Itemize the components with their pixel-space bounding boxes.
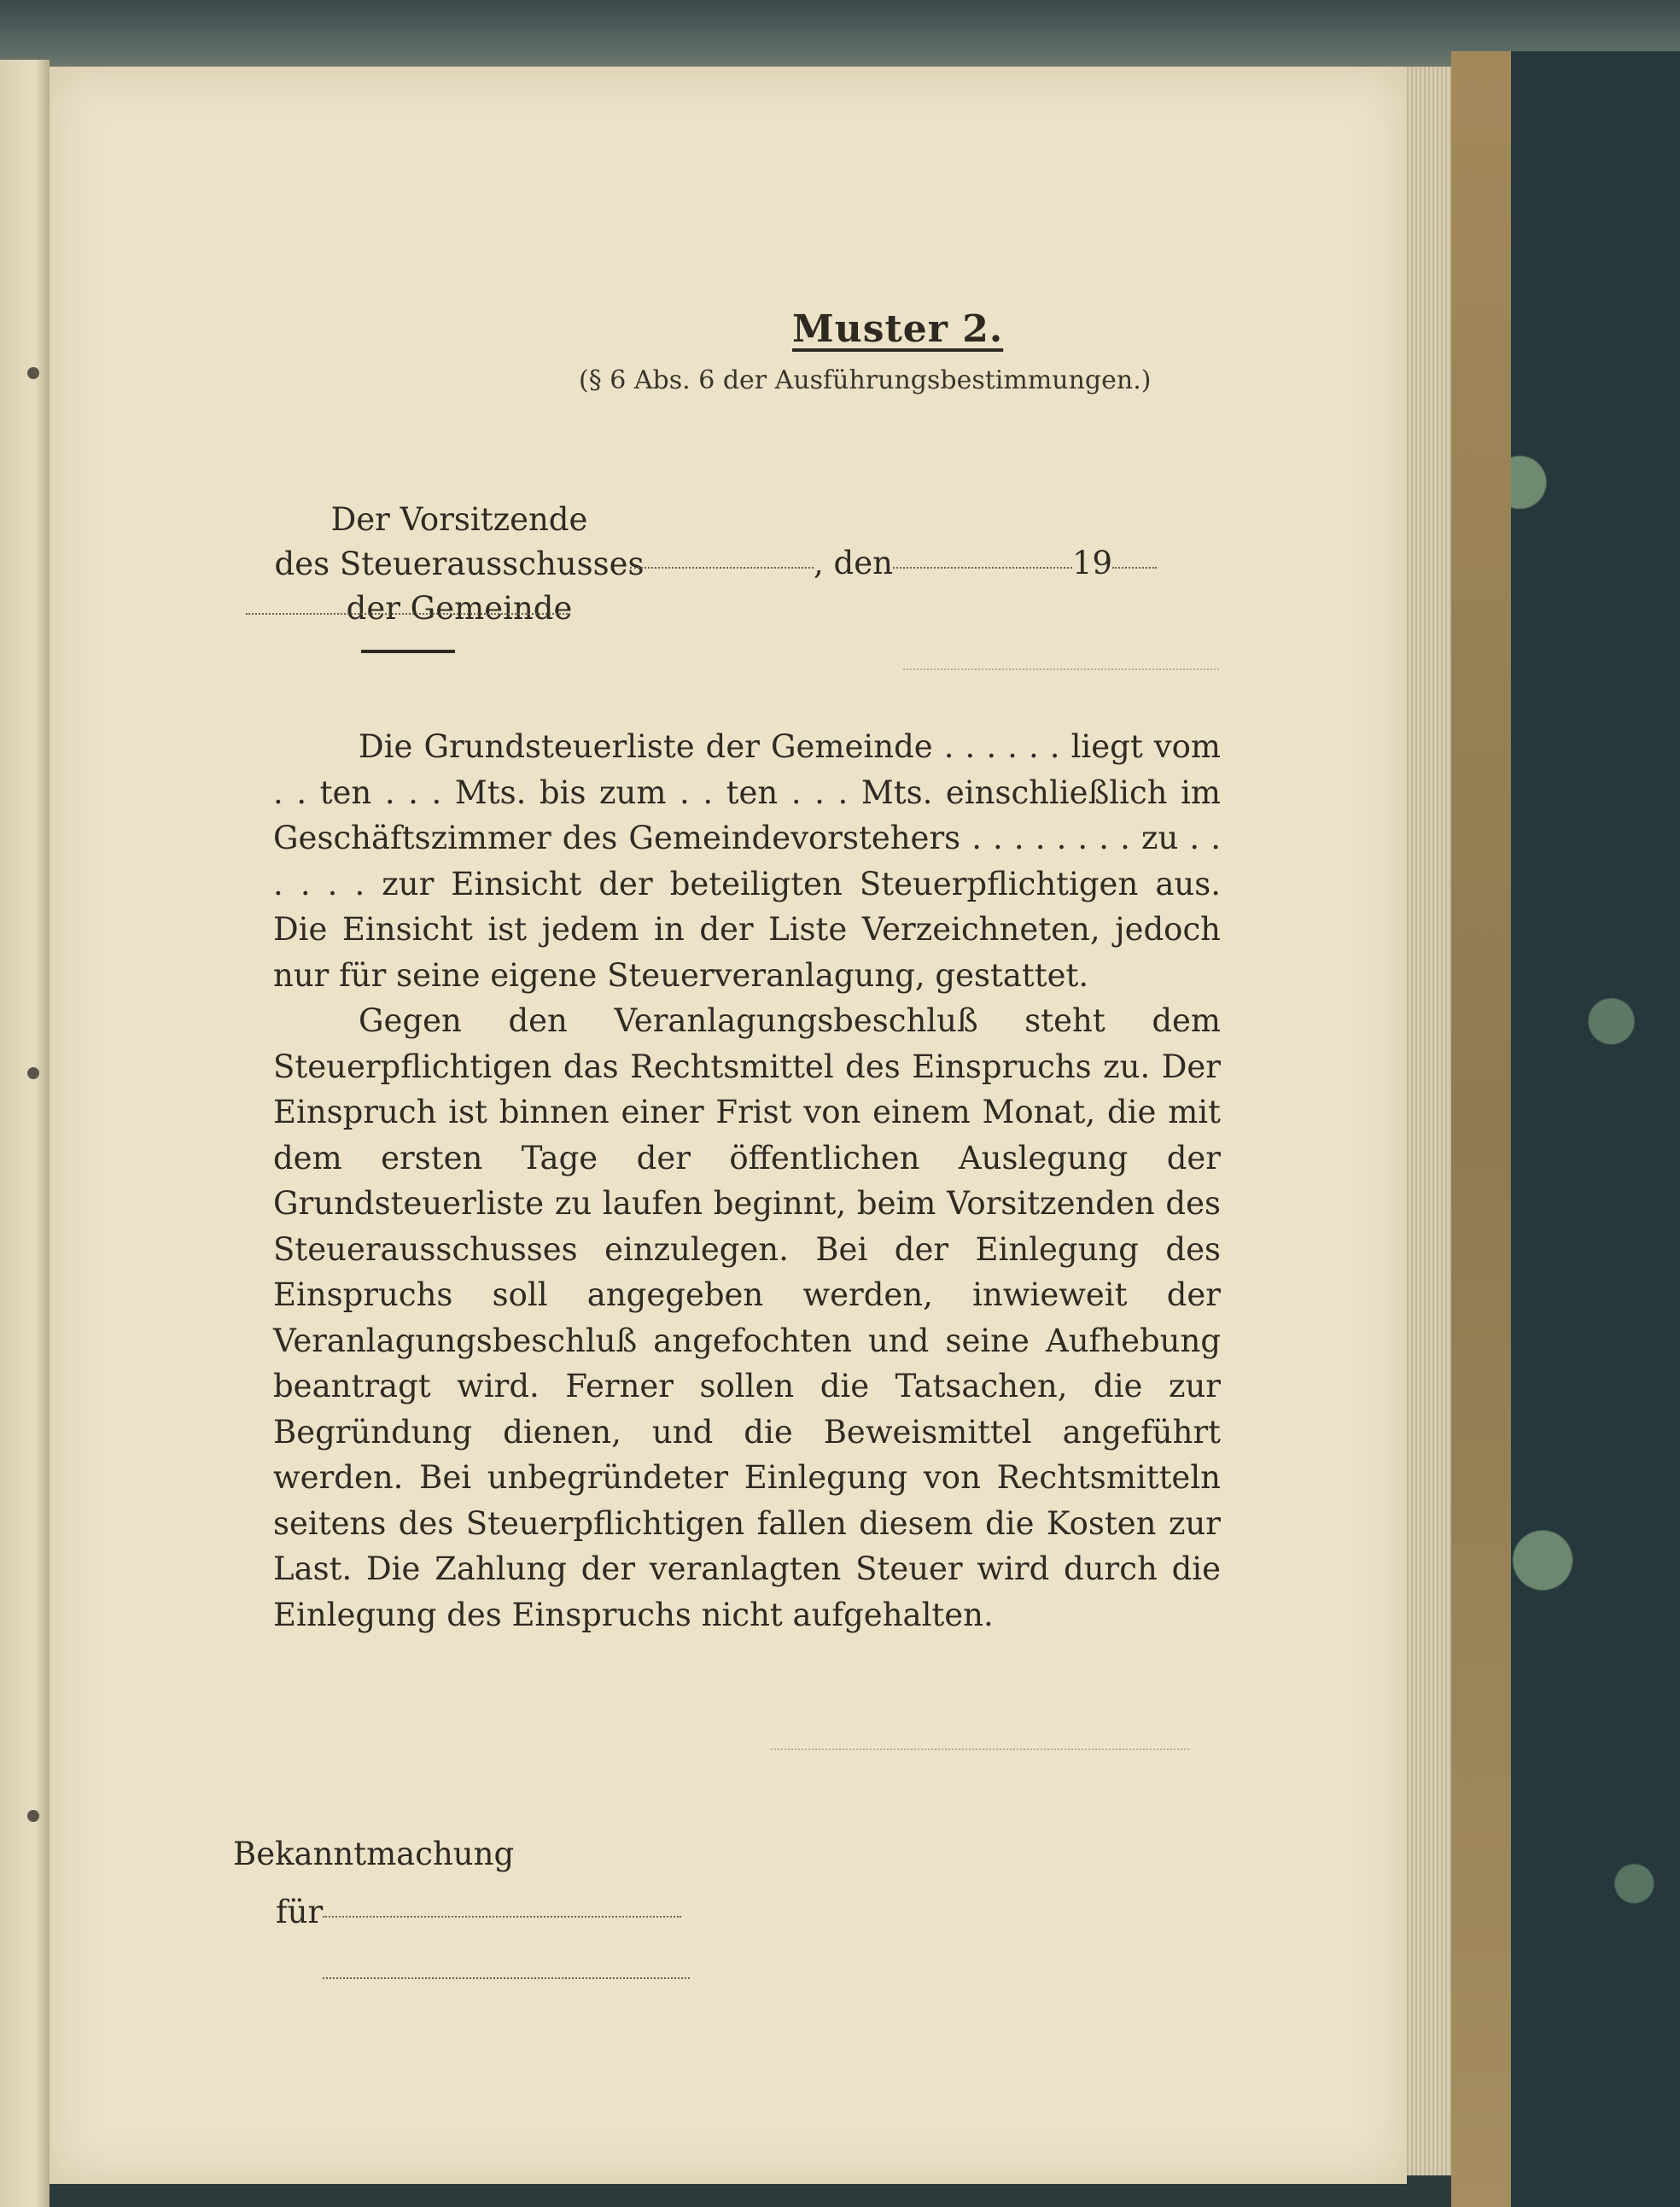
date-blank	[893, 566, 1072, 569]
form-subtitle: (§ 6 Abs. 6 der Ausführungsbestimmungen.)	[579, 365, 1152, 395]
binding-hole-icon	[27, 367, 39, 379]
date-den-label: den	[833, 545, 893, 581]
place-blank	[630, 566, 814, 569]
form-title: Muster 2.	[792, 307, 1004, 351]
year-prefix: 19	[1071, 545, 1113, 581]
body-text	[273, 724, 1221, 1638]
sender-block	[237, 498, 681, 631]
sender-line: Der Vorsitzende	[330, 501, 588, 538]
date-comma: ,	[814, 545, 824, 581]
paragraph: Gegen den Veranlagungsbeschluß steht dem Steuerpflichtigen das Rechtsmittel des Einspruchs zu. Der Einspruch ist binnen einer Frist von einem Monat, die mit dem ersten Tage der öffentlichen Auslegung der Grundsteuerliste zu laufen beginnt, beim Vorsitzenden des Steuerausschusses einzulegen. Bei der Einlegung des Einspruchs soll angegeben werden, inwieweit der Veranlagungsbeschluß angefochten und seine Aufhebung beantragt wird. Ferner sollen die Tatsachen, die zur Begründung dienen, und die Beweismittel angeführt werden. Bei unbegründeter Einlegung von Rechtsmitteln seitens des Steuerpflichtigen fallen diesem die Kosten zur Last. Die Zahlung der veranlagten Steuer wird durch die Einlegung des Einspruchs nicht aufgehalten.	[273, 1002, 1221, 1633]
notice-block	[233, 1825, 745, 1941]
sender-line: des Steuerausschusses	[274, 546, 645, 582]
notice-for-line	[233, 1883, 745, 1941]
municipality-blank	[246, 613, 570, 615]
page-stack-edge	[1400, 67, 1451, 2175]
bottom-blank	[323, 1977, 690, 1979]
notice-for-label: für	[276, 1894, 324, 1930]
year-blank	[1112, 566, 1157, 569]
notice-for-blank	[323, 1915, 681, 1918]
sender-line: der Gemeinde	[346, 590, 573, 627]
faint-rule	[903, 669, 1219, 670]
book-cloth-spine	[1451, 51, 1511, 2207]
binding-hole-icon	[27, 1810, 39, 1822]
binding-hole-icon	[27, 1067, 39, 1079]
document-page	[50, 67, 1407, 2184]
date-line	[630, 545, 1228, 587]
paragraph: Die Grundsteuerliste der Gemeinde . . . . . . liegt vom . . ten . . . Mts. bis zum . . ten . . . Mts. einschließlich im Geschäftszimmer des Gemeindevorstehers . . . . . . . . zu . . . . . . zur Einsicht der beteiligten Steuerpflichtigen aus. Die Einsicht ist jedem in der Liste Verzeichneten, jedoch nur für seine eigene Steuerveranlagung, gestattet.	[273, 728, 1221, 994]
notice-label: Bekanntmachung	[233, 1836, 515, 1872]
facing-page-edge	[0, 60, 50, 2207]
signature-line	[771, 1749, 1189, 1750]
separator-dash	[361, 650, 455, 653]
